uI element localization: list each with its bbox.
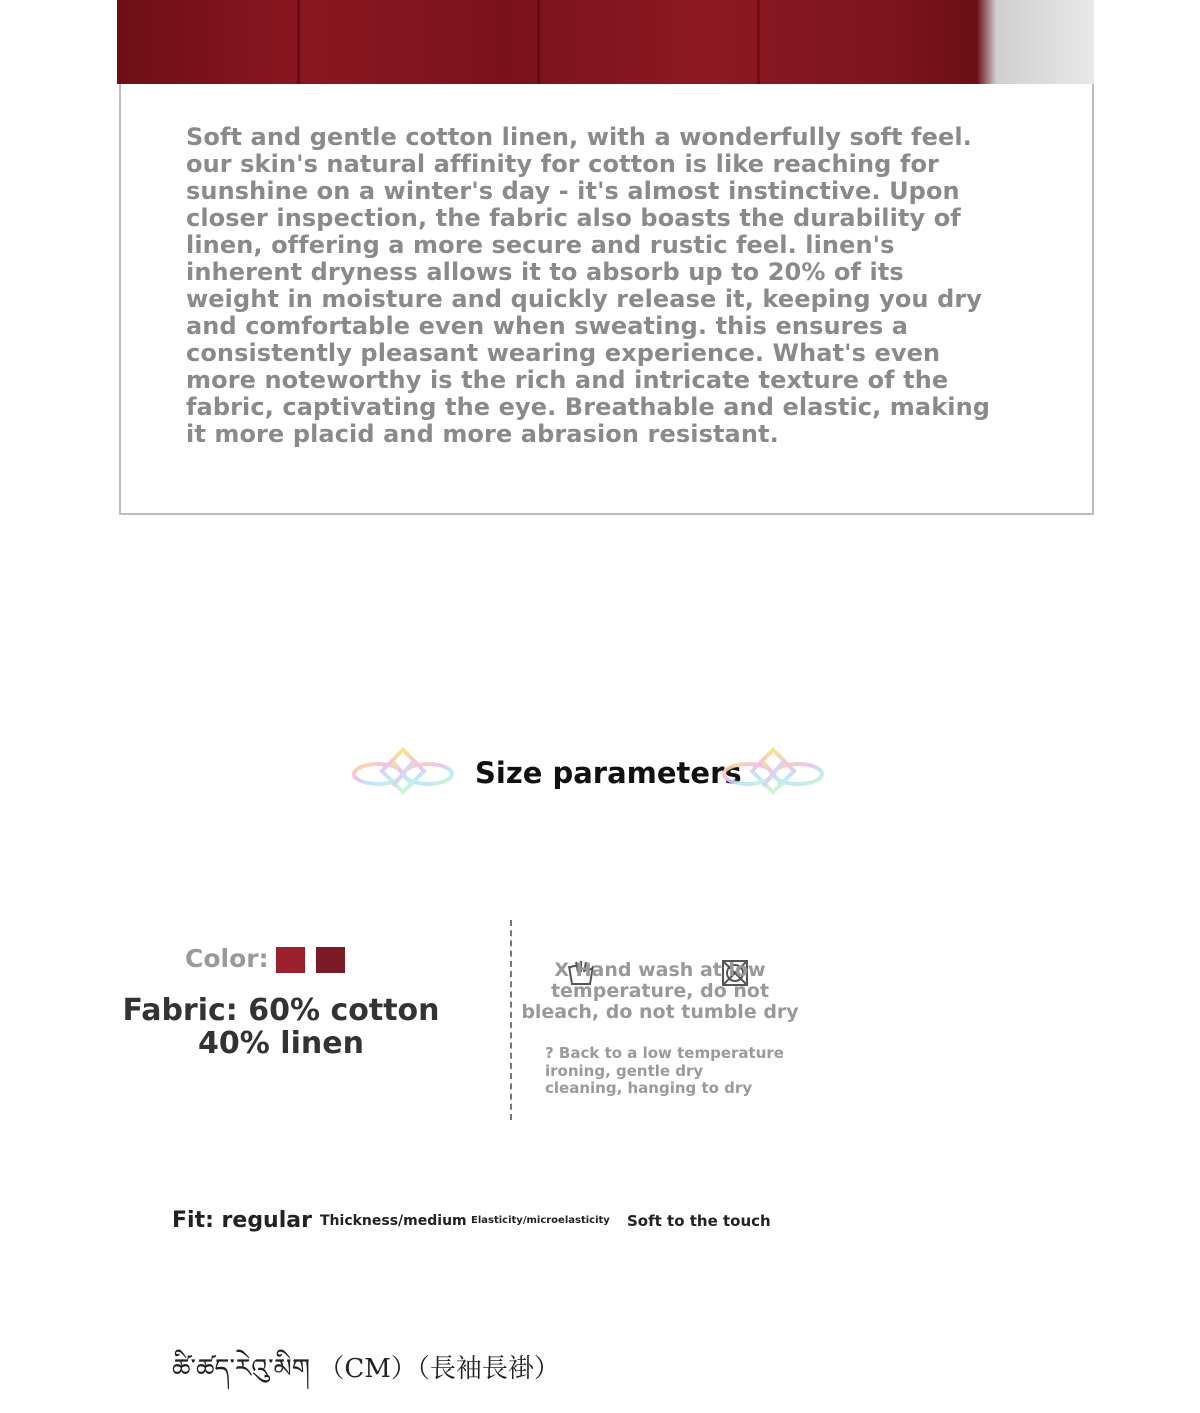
touch-attribute: Soft to the touch (627, 1212, 771, 1230)
product-photo-strip (117, 0, 1094, 84)
color-label: Color: (185, 944, 269, 973)
fit-attribute: Fit: regular (172, 1208, 312, 1233)
chinese-knot-icon (718, 742, 828, 806)
iron-instructions: ? Back to a low temperature ironing, gentle dry cleaning, hanging to dry (545, 1044, 784, 1097)
fabric-line-1: Fabric: 60% cotton (122, 993, 440, 1028)
fabric-description: Soft and gentle cotton linen, with a wonderfully soft feel. our skin's natural affinity for cotton is like reaching for sunshine on a winter's day - it's almost instinctive. Upon closer inspection, the fabric also boasts the durability of linen, offering a more secure and rustic feel. linen's inherent dryness allows it to absorb up to 20% of its weight in moisture and quickly release it, keeping you dry and comfortable even when sweating. this ensures a consistently pleasant wearing experience. What's even more noteworthy is the rich and intricate texture of the fabric, captivating the eye. Breathable and elastic, making it more placid and more abrasion resistant. (186, 123, 991, 448)
elasticity-attribute: Elasticity/microelasticity (471, 1215, 610, 1226)
chinese-knot-icon (348, 742, 458, 806)
color-swatch-dark-red[interactable] (316, 947, 345, 973)
size-chart-title: ཚི་ཚད་རེའུ་མིག （CM）（長袖長褂） (172, 1354, 560, 1384)
wash-instructions: X Hand wash at low temperature, do not bleach, do not tumble dry (521, 959, 799, 1023)
size-parameters-title: Size parameters (475, 756, 742, 790)
thickness-attribute: Thickness/medium (320, 1213, 467, 1229)
fabric-composition (120, 994, 442, 1060)
fabric-line-2: 40% linen (198, 1026, 364, 1061)
color-swatch-red[interactable] (276, 947, 305, 973)
